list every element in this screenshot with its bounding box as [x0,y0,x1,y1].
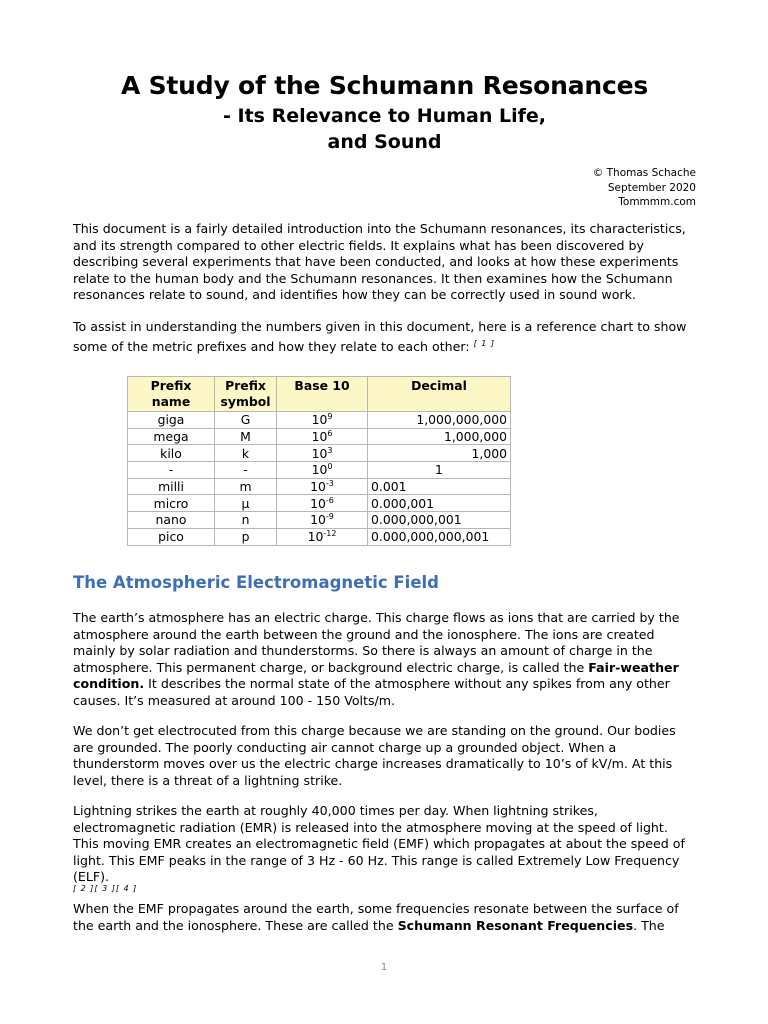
cell-symbol: - [215,462,277,479]
cell-base: $10^9$ [277,412,368,429]
cell-decimal: 1 [368,462,511,479]
cell-decimal: 0.001 [368,478,511,495]
section-paragraph-1-text-a: The earth’s atmosphere has an electric charge. This charge flows as ions that are carried by the atmosphere around the earth between the ground and the ionosphere. The ions are created mainly by solar radiation and thunderstorms. So there is always an amount of charge in the atmosphere. This permanent charge, or background electric charge, is called the [73,610,680,675]
table-row [128,528,511,545]
document-subtitle-line2: and Sound [327,131,442,153]
cell-base: $10^0$ [277,462,368,479]
table-header-row [128,377,511,412]
cell-symbol: G [215,412,277,429]
section-paragraph-4-text-a: When the EMF propagates around the earth, some frequencies resonate between the surface of the earth and the ionosphere. These are called the [73,901,679,933]
byline [593,166,696,210]
table-row [128,412,511,429]
table-row [128,495,511,512]
cell-base: $10^{-9}$ [277,512,368,529]
citation-2-3-4: [ 2 ][ 3 ][ 4 ] [73,883,138,893]
table-row [128,462,511,479]
cell-symbol: k [215,445,277,462]
cell-decimal: 0.000,000,001 [368,512,511,529]
cell-name: nano [128,512,215,529]
intro-paragraph-2 [73,319,696,355]
cell-decimal: 1,000 [368,445,511,462]
header-decimal: Decimal [368,377,511,412]
fair-weather-term: Fair-weather condition. [73,659,679,692]
intro-paragraph-2-text: To assist in understanding the numbers given in this document, here is a reference chart to show some of the metric prefixes and how they relate to each other: [73,319,687,354]
cell-symbol: m [215,478,277,495]
section-paragraph-3-text: Lightning strikes the earth at roughly 40,000 times per day. When lightning strikes, electromagnetic radiation (EMR) is released into the atmosphere moving at the speed of light. This moving EMR creates an electromagnetic field (EMF) which propagates at about the speed of light. This EMF peaks in the range of 3 Hz - 60 Hz. This range is called Extremely Low Frequency (ELF). [73,803,685,885]
table-row [128,512,511,529]
header-prefix-name: Prefix name [128,377,215,412]
metric-prefix-table [127,376,511,546]
header-base-10: Base 10 [277,377,368,412]
section-heading: The Atmospheric Electromagnetic Field [73,573,439,592]
table-row [128,428,511,445]
cell-name: pico [128,528,215,545]
section-paragraph-1-text-b: It describes the normal state of the atmosphere without any spikes from any other causes. It’s measured at around 100 - 150 Volts/m. [73,676,670,708]
cell-base: $10^{-3}$ [277,478,368,495]
schumann-resonant-frequencies-term: Schumann Resonant Frequencies [397,917,634,933]
cell-name: mega [128,428,215,445]
header-prefix-symbol: Prefix symbol [215,377,277,412]
section-paragraph-2: We don’t get electrocuted from this charge because we are standing on the ground. Our bodies are grounded. The poorly conducting air cannot charge up a grounded object. When a thunderstorm moves over us the electric charge increases dramatically to 10’s of kV/m. At this level, there is a threat of a lightning strike. [73,723,676,788]
cell-name: - [128,462,215,479]
cell-decimal: 1,000,000,000 [368,412,511,429]
cell-base: $10^6$ [277,428,368,445]
document-title: A Study of the Schumann Resonances [120,71,649,100]
document-subtitle-line1: - Its Relevance to Human Life, [223,105,546,127]
table-row [128,478,511,495]
citation-1: [ 1 ] [473,338,496,348]
page-number: 1 [380,962,388,973]
byline-date: September 2020 [607,181,696,194]
section-paragraph-4 [73,901,696,934]
cell-symbol: M [215,428,277,445]
cell-decimal: 1,000,000 [368,428,511,445]
section-paragraph-4-text-b: . The [633,917,665,933]
byline-author: © Thomas Schache [592,167,696,179]
cell-symbol: µ [215,495,277,512]
cell-base: $10^{-6}$ [277,495,368,512]
cell-name: milli [128,478,215,495]
section-paragraph-1 [73,610,696,710]
cell-symbol: p [215,528,277,545]
table-row [128,445,511,462]
byline-site: Tommmm.com [618,196,696,208]
cell-decimal: 0.000,001 [368,495,511,512]
cell-name: kilo [128,445,215,462]
cell-name: micro [128,495,215,512]
cell-symbol: n [215,512,277,529]
section-paragraph-3 [73,803,696,894]
cell-decimal: 0.000,000,000,001 [368,528,511,545]
cell-base: $10^{-12}$ [277,528,368,545]
intro-paragraph-1: This document is a fairly detailed introduction into the Schumann resonances, its characteristics, and its strength compared to other electric fields. It explains what has been discovered by describing several experiments that have been conducted, and looks at how these experiments relate to the human body and the Schumann resonances. It then examines how the Schumann resonances relate to sound, and identifies how they can be correctly used in sound work. [73,221,686,303]
cell-name: giga [128,412,215,429]
cell-base: $10^3$ [277,445,368,462]
